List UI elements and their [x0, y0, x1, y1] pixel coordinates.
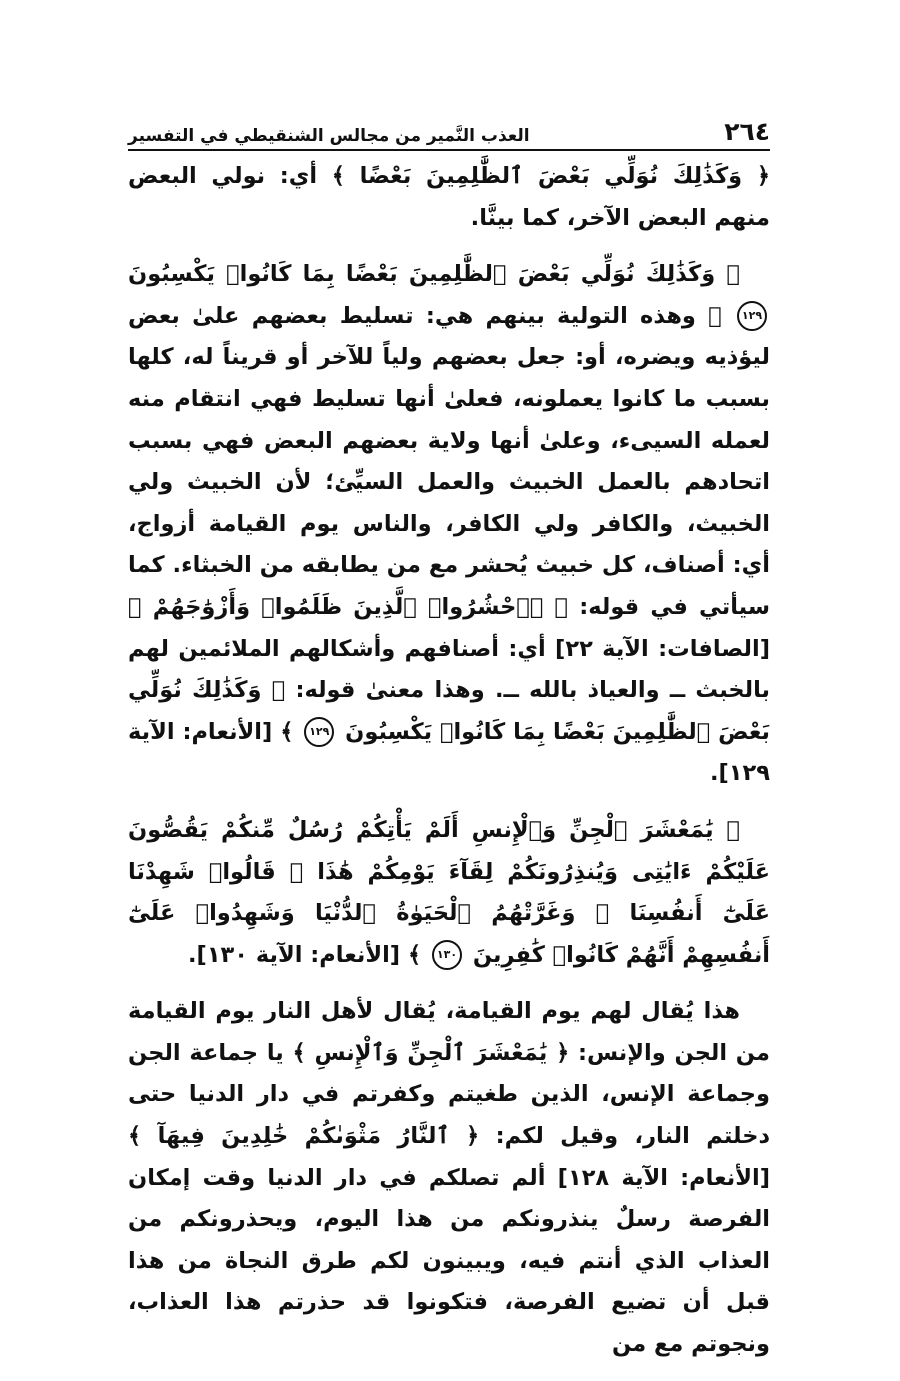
- quran-open-bracket: ﴿: [726, 261, 740, 288]
- ayah-number-marker: ١٢٩: [304, 717, 334, 747]
- ayah-number-marker: ١٢٩: [737, 301, 767, 331]
- quran-verse: وَكَذَٰلِكَ نُوَلِّي بَعْضَ ٱلظَّٰلِمِينَ بَعْضًا بِمَا كَانُوا۟ يَكْسِبُونَ: [128, 261, 716, 288]
- quran-open-bracket: ﴿: [556, 1039, 570, 1066]
- quran-verse: يَٰمَعْشَرَ ٱلْجِنِّ وَٱلْإِنسِ أَلَمْ يَأْتِكُمْ رُسُلٌ مِّنكُمْ يَقُصُّونَ عَلَيْكُمْ ءَايَٰتِى وَيُنذِرُونَكُمْ لِقَآءَ يَوْمِكُمْ هَٰذَا ۚ قَالُوا۟ شَهِدْنَا عَلَىٰٓ أَنفُسِنَا ۖ وَغَرَّتْهُمُ ٱلْحَيَوٰةُ ٱلدُّنْيَا وَشَهِدُوا۟ عَلَىٰٓ أَنفُسِهِمْ أَنَّهُمْ كَانُوا۟ كَٰفِرِينَ: [128, 816, 770, 968]
- page-body: [128, 156, 770, 1381]
- page-number: ٢٦٤: [724, 117, 770, 146]
- quran-close-bracket: ﴾: [708, 302, 722, 329]
- quran-verse: ٱلنَّارُ مَثْوَىٰكُمْ خَٰلِدِينَ فِيهَآ: [157, 1123, 450, 1150]
- quran-verse: وَكَذَٰلِكَ نُوَلِّي بَعْضَ ٱلظَّٰلِمِينَ بَعْضًا: [359, 163, 743, 189]
- ayah-number-marker: ١٣٠: [432, 940, 462, 970]
- commentary-text: هذا يُقال لهم يوم القيامة، يُقال لأهل النار يوم القيامة من الجن والإنس:: [128, 998, 770, 1066]
- quran-open-bracket: ﴿: [554, 593, 569, 620]
- paragraph-4: [128, 991, 770, 1365]
- commentary-text: أي: نولي البعض منهم البعض الآخر، كما بينَّا.: [128, 163, 770, 231]
- paragraph-2: [128, 254, 770, 795]
- quran-verse: ۞ٱحْشُرُوا۟ ٱلَّذِينَ ظَلَمُوا۟ وَأَزْوَٰجَهُمْ: [152, 593, 544, 620]
- quran-open-bracket: ﴿: [271, 677, 286, 704]
- header-rule: [128, 149, 770, 151]
- quran-open-bracket: ﴿: [726, 816, 740, 843]
- quran-verse: يَٰمَعْشَرَ ٱلْجِنِّ وَٱلْإِنسِ: [314, 1039, 548, 1066]
- quran-close-bracket: ﴾: [128, 1123, 142, 1150]
- commentary-text: [الأنعام: الآية ١٣٠].: [187, 941, 401, 968]
- book-title: العذب النَّمير من مجالس الشنقيطي في التفسير: [128, 126, 530, 146]
- commentary-text: [الصافات: الآية ٢٢] أي: أصنافهم وأشكالهم الملائمين لهم بالخبث ــ والعياذ بالله ــ. وهذا معنىٰ قوله:: [128, 635, 770, 704]
- quran-close-bracket: ﴾: [331, 163, 345, 189]
- commentary-text: يا جماعة الجن وجماعة الإنس، الذين طغيتم وكفرتم في دار الدنيا حتى دخلتم النار، وقيل لكم:: [128, 1039, 770, 1150]
- commentary-text: وهذه التولية بينهم هي: تسليط بعضهم علىٰ بعض ليؤذيه ويضره، أو: جعل بعضهم ولياً للآخر أو قريناً له، كلها بسبب ما كانوا يعملونه، فعلىٰ أنها تسليط فهي انتقام منه لعمله السيىء، وعلىٰ أنها ولاية بعضهم البعض فهي بسبب اتحادهم بالعمل الخبيث والعمل السيِّئ؛ لأن الخبيث ولي الخبيث، والكافر ولي الكافر، والناس يوم القيامة أزواج، أي: أصناف، كل خبيث يُحشر مع من يطابقه من الخبثاء. كما سيأتي في قوله:: [128, 302, 770, 620]
- quran-open-bracket: ﴿: [756, 163, 770, 189]
- quran-close-bracket: ﴾: [407, 941, 422, 968]
- quran-close-bracket: ﴾: [280, 718, 294, 745]
- quran-close-bracket: ﴾: [128, 593, 142, 620]
- quran-verse: وَكَذَٰلِكَ نُوَلِّي بَعْضَ ٱلظَّٰلِمِينَ بَعْضًا بِمَا كَانُوا۟ يَكْسِبُونَ: [128, 677, 770, 745]
- quran-open-bracket: ﴿: [466, 1123, 480, 1150]
- paragraph-3: [128, 810, 770, 976]
- paragraph-1: [128, 156, 770, 239]
- commentary-text: [الأنعام: الآية ١٢٨] ألم تصلكم في دار الدنيا وقت إمكان الفرصة رسلٌ ينذرونكم من هذا اليوم، ويحذرونكم من العذاب الذي أنتم فيه، ويبينون لكم طرق النجاة من هذا قبل أن تضيع الفرصة، فتكونوا قد حذرتم هذا العذاب، ونجوتم مع من: [128, 1164, 770, 1358]
- running-header: [128, 100, 770, 146]
- quran-close-bracket: ﴾: [292, 1039, 306, 1066]
- commentary-text: [الأنعام: الآية ١٢٩].: [128, 718, 770, 787]
